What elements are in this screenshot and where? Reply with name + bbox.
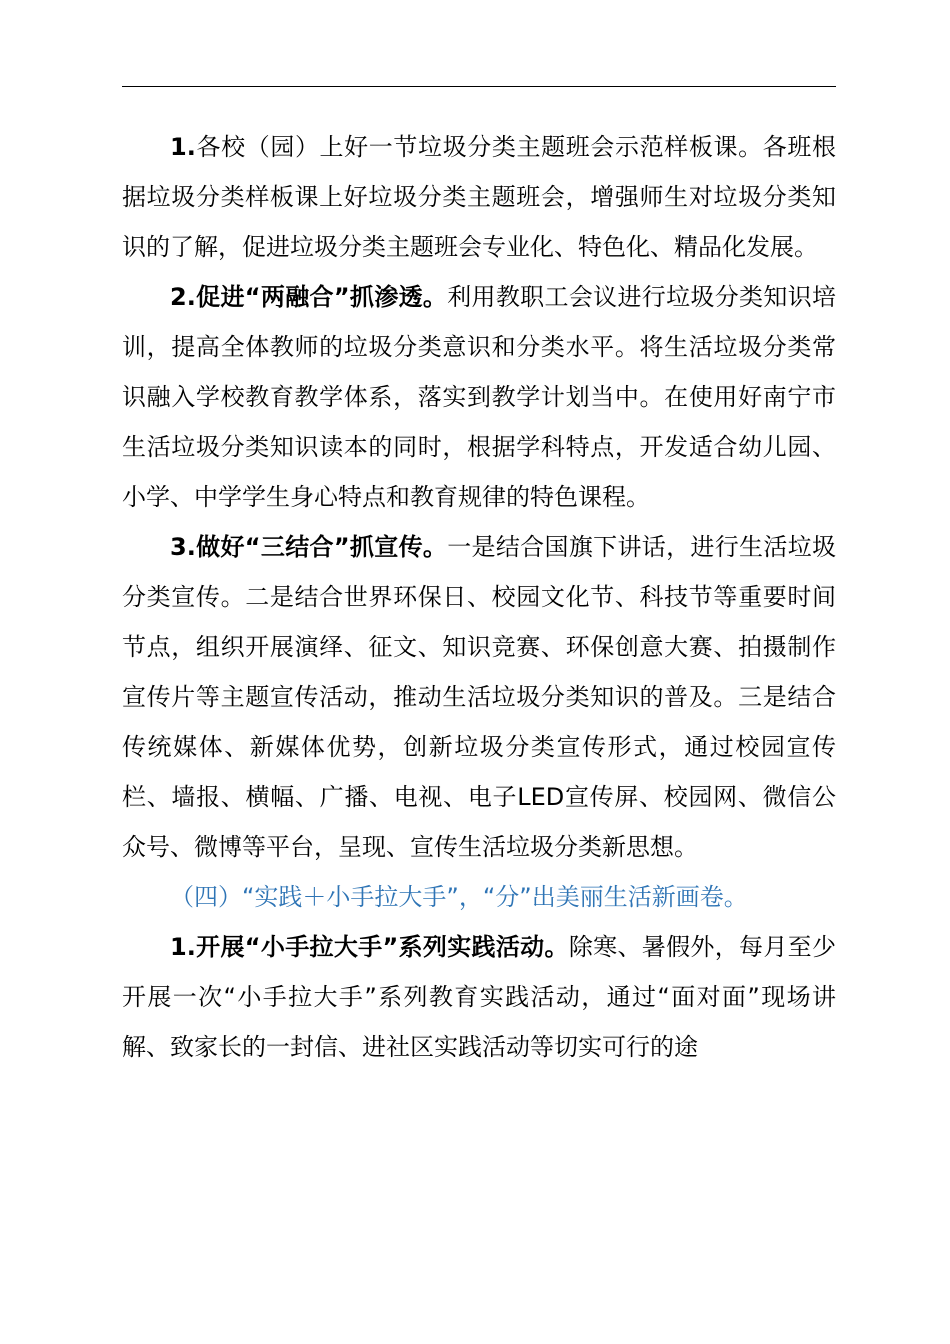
paragraph-3-number: 3. <box>170 533 196 561</box>
paragraph-1-text: 各校（园）上好一节垃圾分类主题班会示范样板课。各班根据垃圾分类样板课上好垃圾分类主题班会，增强师生对垃圾分类知识的了解，促进垃圾分类主题班会专业化、特色化、精品化发展。 <box>122 133 836 261</box>
paragraph-1-number: 1. <box>170 133 196 161</box>
header-rule <box>122 86 836 87</box>
paragraph-1 <box>122 122 836 272</box>
paragraph-2-text: 利用教职工会议进行垃圾分类知识培训，提高全体教师的垃圾分类意识和分类水平。将生活垃圾分类常识融入学校教育教学体系，落实到教学计划当中。在使用好南宁市生活垃圾分类知识读本的同时，根据学科特点，开发适合幼儿园、小学、中学学生身心特点和教育规律的特色课程。 <box>122 283 837 511</box>
paragraph-2-number: 2. <box>170 283 196 311</box>
paragraph-4-text: 除寒、暑假外，每月至少开展一次“小手拉大手”系列教育实践活动，通过“面对面”现场讲解、致家长的一封信、进社区实践活动等切实可行的途 <box>122 933 837 1061</box>
paragraph-3-text: 一是结合国旗下讲话，进行生活垃圾分类宣传。二是结合世界环保日、校园文化节、科技节等重要时间节点，组织开展演绎、征文、知识竞赛、环保创意大赛、拍摄制作宣传片等主题宣传活动，推动生活垃圾分类知识的普及。三是结合传统媒体、新媒体优势，创新垃圾分类宣传形式，通过校园宣传栏、墙报、横幅、广播、电视、电子LED宣传屏、校园网、微信公众号、微博等平台，呈现、宣传生活垃圾分类新思想。 <box>122 533 837 861</box>
paragraph-4-number: 1. <box>170 933 196 961</box>
document-body <box>122 122 836 1072</box>
paragraph-4 <box>122 922 836 1072</box>
paragraph-2 <box>122 272 836 522</box>
paragraph-3 <box>122 522 836 872</box>
paragraph-4-emphasis: 开展“小手拉大手”系列实践活动。 <box>195 933 569 961</box>
paragraph-3-emphasis: 做好“三结合”抓宣传。 <box>195 533 448 561</box>
section-heading-4: （四）“实践＋小手拉大手”，“分”出美丽生活新画卷。 <box>170 883 748 911</box>
paragraph-2-emphasis: 促进“两融合”抓渗透。 <box>195 283 448 311</box>
